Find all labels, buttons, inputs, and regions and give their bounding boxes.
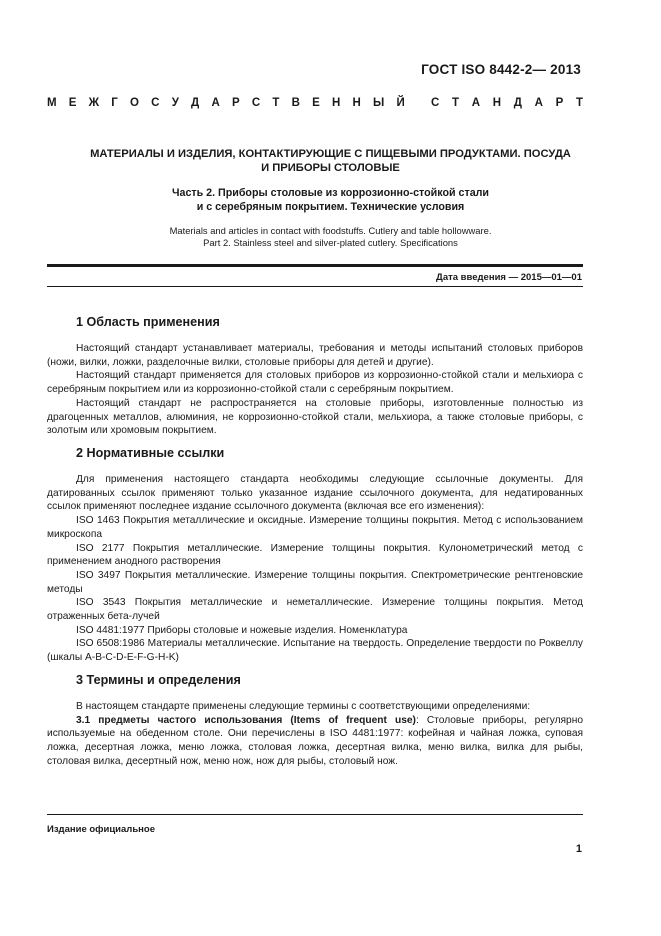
document-title-line1: МАТЕРИАЛЫ И ИЗДЕЛИЯ, КОНТАКТИРУЮЩИЕ С ПИЩЕВЫМИ ПРОДУКТАМИ. ПОСУДА: [90, 148, 571, 160]
effective-date: Дата введения — 2015—01—01: [436, 272, 582, 283]
reference-iso-3497: ISO 3497 Покрытия металлические. Измерение толщины покрытия. Спектрометрические рентгеновские методы: [47, 569, 583, 595]
term-3-1-label: 3.1 предметы частого использования (Items of frequent use): [76, 714, 416, 726]
document-title-line2: И ПРИБОРЫ СТОЛОВЫЕ: [261, 161, 400, 174]
reference-iso-4481: ISO 4481:1977 Приборы столовые и ножевые изделия. Номенклатура: [76, 624, 408, 636]
document-part-title: [47, 187, 614, 214]
document-title: [47, 148, 614, 175]
english-title: [47, 225, 614, 249]
document-part-title-line1: Часть 2. Приборы столовые из коррозионно-стойкой стали: [171, 187, 489, 199]
edition-label: Издание официальное: [47, 824, 155, 835]
section-2-heading: 2 Нормативные ссылки: [76, 446, 225, 460]
reference-iso-3543: ISO 3543 Покрытия металлические и неметаллические. Измерение толщины покрытия. Метод отраженных бета-лучей: [47, 597, 583, 623]
document-part-title-line2: и с серебряным покрытием. Технические условия: [196, 200, 465, 213]
term-3-1-definition: : Столовые приборы, регулярно используемые на обеденном столе. Они перечислены в ISO 4481:1977: кофейная и чайная ложка, суповая ложка, десертная ложка, меню ложка, столовая ложка, десертная вилка, меню вилка, вилка для рыбы, столовая вилка, десертный нож, меню нож, нож для рыбы, столовый нож.: [47, 714, 584, 767]
reference-iso-1463: ISO 1463 Покрытия металлические и оксидные. Измерение толщины покрытия. Метод с использованием микроскопа: [47, 515, 583, 540]
section-2-body: [47, 473, 583, 665]
standard-type-banner: [47, 97, 583, 109]
standard-type-word-interstate: М Е Ж Г О С У Д А Р С Т В Е Н Н Ы Й: [47, 97, 405, 109]
section-3-body: [47, 700, 583, 769]
standard-type-word-standard: С Т А Н Д А Р Т: [431, 97, 583, 109]
term-3-1: [47, 714, 583, 769]
reference-iso-2177: ISO 2177 Покрытия металлические. Измерение толщины покрытия. Кулонометрический метод с применением анодного растворения: [47, 542, 583, 568]
english-title-line1: Materials and articles in contact with foodstuffs. Cutlery and table hollowware.: [169, 225, 492, 236]
reference-iso-6508: ISO 6508:1986 Материалы металлические. Испытание на твердость. Определение твердости по Роквеллу (шкалы A-B-C-D-E-F-G-H-K): [47, 638, 583, 664]
gost-code: ГОСТ ISO 8442-2— 2013: [421, 62, 581, 77]
section-1-paragraph-1: Настоящий стандарт устанавливает материалы, требования и методы испытаний столовых приборов (ножи, вилки, ложки, разделочные вилки, столовые приборы для детей и другие).: [47, 343, 583, 368]
section-3-heading: 3 Термины и определения: [76, 673, 241, 687]
page-number: 1: [575, 843, 582, 855]
section-1-paragraph-3: Настоящий стандарт не распространяется на столовые приборы, изготовленные полностью из драгоценных металлов, алюминия, не коррозионно-стойкой стали, мельхиора, а также столовые приборы, с золотым или хромовым покрытием.: [47, 397, 583, 437]
title-divider-thin: [47, 286, 583, 287]
title-divider-thick: [47, 264, 583, 267]
section-1-heading: 1 Область применения: [76, 315, 220, 329]
footer-divider: [47, 814, 583, 815]
section-3-intro: В настоящем стандарте применены следующие термины с соответствующими определениями:: [76, 701, 531, 712]
english-title-line2: Part 2. Stainless steel and silver-plated cutlery. Specifications: [203, 237, 458, 248]
section-1-paragraph-2: Настоящий стандарт применяется для столовых приборов из коррозионно-стойкой стали и мельхиора с серебряным покрытием или из коррозионно-стойкой стали с серебряным покрытием.: [47, 370, 583, 396]
section-1-body: [47, 342, 583, 438]
section-2-intro: Для применения настоящего стандарта необходимы следующие ссылочные документы. Для датированных ссылок применяют только указанное издание ссылочного документа, для недатированных ссылок применяют последнее издание ссылочного документа (включая все его изменения):: [47, 474, 583, 513]
